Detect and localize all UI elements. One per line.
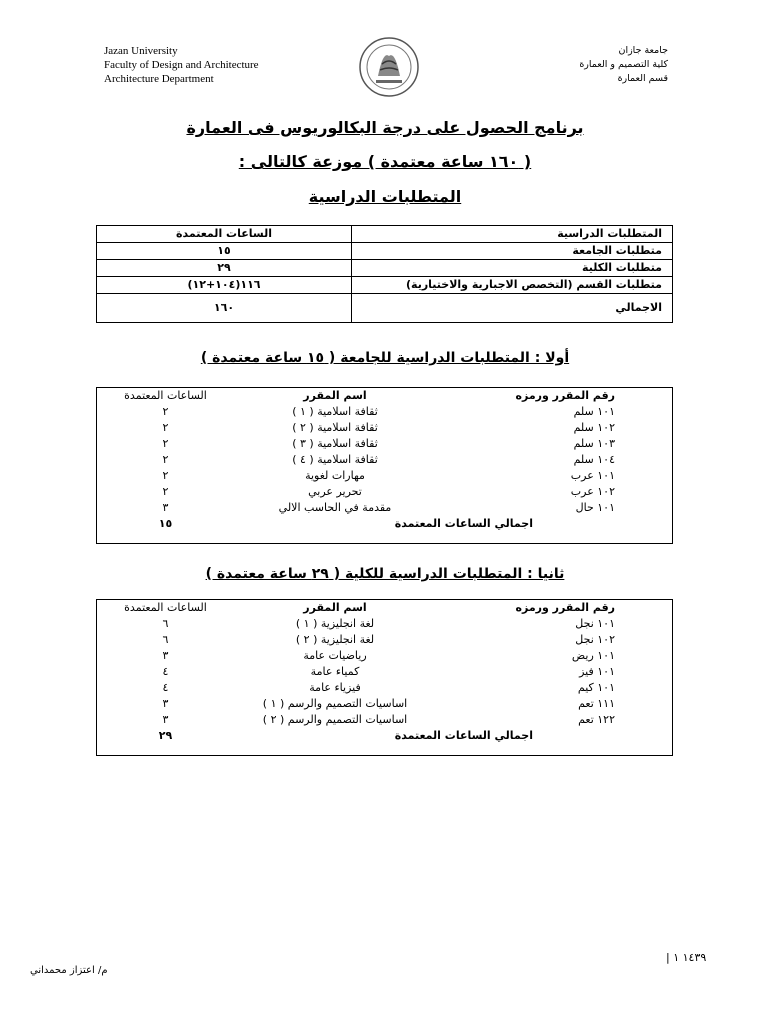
header-hours: الساعات المعتمدة (97, 226, 352, 243)
course-code: ١٠١ كيم (577, 681, 615, 694)
department-name-en: Architecture Department (104, 73, 214, 85)
course-code: ١٠١ نجل (575, 617, 615, 630)
header-course-name: اسم المقرر (303, 389, 367, 402)
section1-title (0, 350, 770, 366)
section2-title-text: ثانيا : المتطلبات الدراسية للكلية ( ٢٩ ساعة معتمدة ) (205, 566, 565, 582)
course-code: ١١١ تعم (578, 697, 615, 710)
table-row (96, 436, 673, 452)
header-english (104, 44, 259, 86)
course-code: ١٠١ حال (575, 501, 615, 514)
table-row (96, 452, 673, 468)
requirements-title (0, 187, 770, 206)
table-row (97, 243, 673, 260)
course-name: ثقافة اسلامية ( ١ ) (292, 405, 378, 418)
section1-bottom-rule (96, 543, 673, 544)
course-name: تحرير عربي (308, 485, 362, 498)
header-course-code: رقم المقرر ورمزه (515, 389, 615, 402)
row-value: ١٦٠ (97, 294, 352, 323)
table-row (96, 648, 673, 664)
table-total-row (96, 728, 673, 744)
header-arabic (579, 44, 668, 86)
university-logo (358, 36, 420, 98)
course-code: ١٠١ سلم (573, 405, 615, 418)
credit-hours: ٦ (162, 617, 169, 630)
credit-hours: ٢ (162, 437, 169, 450)
course-name: كمياء عامة (310, 665, 360, 678)
table-row (96, 632, 673, 648)
subtitle-text: ( ١٦٠ ساعة معتمدة ) موزعة كالتالى : (238, 152, 532, 171)
course-name: مقدمة في الحاسب الالي (278, 501, 392, 514)
college-requirements-table (96, 600, 673, 744)
credit-hours: ٢ (162, 405, 169, 418)
credit-hours: ٢ (162, 453, 169, 466)
table-row (96, 680, 673, 696)
section2-bottom-rule (96, 755, 673, 756)
table-row (96, 420, 673, 436)
total-label: اجمالي الساعات المعتمدة (394, 729, 533, 742)
credit-hours: ٣ (162, 501, 169, 514)
total-hours: ٢٩ (158, 729, 173, 742)
row-value: ١١٦(١٠٤+١٢) (97, 277, 352, 294)
section2-title (0, 566, 770, 582)
header-credit-hours: الساعات المعتمدة (124, 389, 207, 402)
credit-hours: ٢ (162, 469, 169, 482)
course-code: ١٠١ ريض (571, 649, 615, 662)
table-row (96, 616, 673, 632)
requirements-title-text: المتطلبات الدراسية (308, 187, 462, 206)
university-name-ar: جامعة جازان (618, 45, 668, 56)
course-name: ثقافة اسلامية ( ٢ ) (292, 421, 378, 434)
credit-hours: ٣ (162, 649, 169, 662)
total-label: اجمالي الساعات المعتمدة (394, 517, 533, 530)
credit-hours: ٣ (162, 713, 169, 726)
summary-table (96, 225, 673, 323)
row-label: الاجمالي (352, 294, 673, 323)
course-name: فيزياء عامة (309, 681, 361, 694)
row-value: ٢٩ (97, 260, 352, 277)
table-row (96, 712, 673, 728)
page-number: ١٤٣٩ ١ | (666, 951, 707, 964)
university-name-en: Jazan University (104, 45, 178, 57)
course-code: ١٠١ عرب (570, 469, 615, 482)
department-name-ar: قسم العمارة (617, 73, 668, 84)
author-name: م/ اعتزاز محمداني (30, 965, 108, 976)
course-name: لغة انجليزية ( ١ ) (295, 617, 375, 630)
table-row-total (97, 294, 673, 323)
course-code: ١٠١ فيز (579, 665, 615, 678)
header-requirements: المتطلبات الدراسية (352, 226, 673, 243)
credit-hours: ٦ (162, 633, 169, 646)
total-hours: ١٥ (158, 517, 173, 530)
course-name: اساسيات التصميم والرسم ( ٢ ) (262, 713, 408, 726)
table-row (96, 500, 673, 516)
credit-hours: ٢ (162, 421, 169, 434)
table-row (97, 260, 673, 277)
row-value: ١٥ (97, 243, 352, 260)
course-name: رياضيات عامة (303, 649, 367, 662)
faculty-name-ar: كلية التصميم و العمارة (579, 59, 668, 70)
row-label: متطلبات القسم (التخصص الاجبارية والاختيارية) (352, 277, 673, 294)
main-title (0, 118, 770, 137)
table-header-row (96, 388, 673, 404)
faculty-name-en: Faculty of Design and Architecture (104, 59, 259, 71)
table-row (96, 696, 673, 712)
header-course-name: اسم المقرر (303, 601, 367, 614)
credit-hours: ٤ (162, 665, 169, 678)
table-row (96, 404, 673, 420)
header-course-code: رقم المقرر ورمزه (515, 601, 615, 614)
table-header-row (97, 226, 673, 243)
table-row (96, 664, 673, 680)
main-title-text: برنامج الحصول على درجة البكالوريوس فى العمارة (186, 118, 584, 137)
table-row (97, 277, 673, 294)
course-code: ١٢٢ تعم (578, 713, 615, 726)
course-code: ١٠٢ سلم (573, 421, 615, 434)
row-label: متطلبات الجامعة (352, 243, 673, 260)
table-header-row (96, 600, 673, 616)
course-code: ١٠٢ عرب (570, 485, 615, 498)
subtitle (0, 152, 770, 171)
course-code: ١٠٤ سلم (573, 453, 615, 466)
table-row (96, 484, 673, 500)
course-name: اساسيات التصميم والرسم ( ١ ) (262, 697, 408, 710)
university-requirements-table (96, 388, 673, 532)
credit-hours: ٢ (162, 485, 169, 498)
course-name: لغة انجليزية ( ٢ ) (295, 633, 375, 646)
table-row (96, 468, 673, 484)
course-code: ١٠٣ سلم (573, 437, 615, 450)
header-credit-hours: الساعات المعتمدة (124, 601, 207, 614)
table-total-row (96, 516, 673, 532)
course-code: ١٠٢ نجل (575, 633, 615, 646)
course-name: ثقافة اسلامية ( ٣ ) (292, 437, 378, 450)
row-label: متطلبات الكلية (352, 260, 673, 277)
course-name: ثقافة اسلامية ( ٤ ) (292, 453, 378, 466)
credit-hours: ٤ (162, 681, 169, 694)
credit-hours: ٣ (162, 697, 169, 710)
course-name: مهارات لغوية (305, 469, 365, 482)
section1-title-text: أولا : المتطلبات الدراسية للجامعة ( ١٥ ساعة معتمدة ) (200, 350, 570, 366)
